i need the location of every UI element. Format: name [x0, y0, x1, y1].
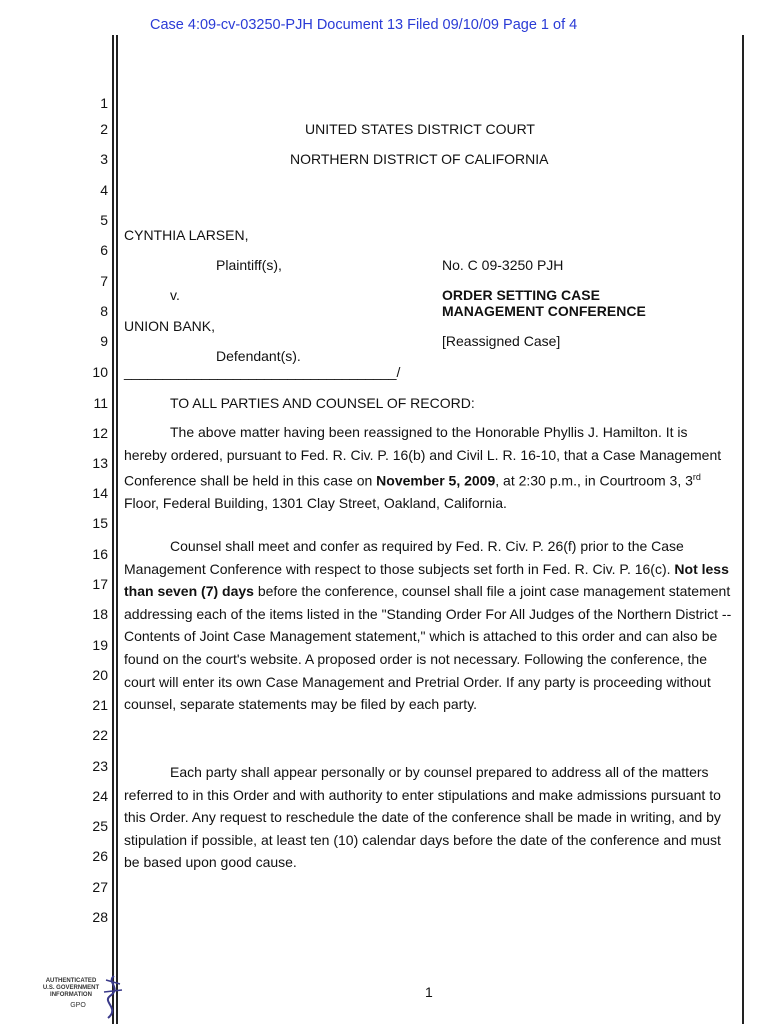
para2-text-b: before the conference, counsel shall file a joint case management statement addressing each of the items listed in the "Standing Order For All Judges of the Northern District -- Contents of Joint Case Management statement," which is attached to this order and can also be found on the court's website. A proposed order is not necessary. Following the conference, the court will enter its own Case Management and Pretrial Order. If any party is proceeding without counsel, separate statements may be filed by each party. [124, 583, 732, 713]
seal-line-4: GPO [70, 1002, 86, 1009]
gpo-eagle-icon [100, 974, 128, 1020]
line-number: 7 [100, 273, 108, 289]
line-number: 25 [92, 818, 108, 834]
deadline-bold: Not less than seven (7) days [124, 560, 729, 600]
paragraph-appearance [124, 761, 734, 874]
para3-text: Each party shall appear personally or by counsel prepared to address all of the matters referred to in this Order and with authority to enter stipulations and make admissions pursuant to this Order. Any request to reschedule the date of the conference shall be made in writing, and by stipulation if possible, at least ten (10) calendar days before the date of the conference and must be based upon good cause. [124, 764, 721, 871]
line-number: 22 [92, 727, 108, 743]
line-number: 19 [92, 637, 108, 653]
order-title-line1: ORDER SETTING CASE [442, 287, 600, 303]
page-number: 1 [425, 984, 433, 1000]
line-number: 5 [100, 212, 108, 228]
line-number: 3 [100, 151, 108, 167]
line-number: 13 [92, 455, 108, 471]
line-number: 20 [92, 667, 108, 683]
seal-line-1: AUTHENTICATED [45, 978, 97, 984]
seal-line-2: U.S. GOVERNMENT [42, 985, 100, 991]
reassigned-note: [Reassigned Case] [442, 333, 561, 349]
ordinal-suffix: rd [692, 472, 701, 483]
line-number: 11 [93, 395, 108, 411]
para2-text-a: Counsel shall meet and confer as required by Fed. R. Civ. P. 26(f) prior to the Case Management Conference with respect to those subjects set forth in Fed. R. Civ. P. 16(c). [124, 538, 684, 577]
right-margin-rule [742, 35, 744, 1024]
seal-line-3: INFORMATION [50, 992, 92, 998]
defendant-name: UNION BANK, [124, 318, 216, 334]
line-number: 16 [92, 546, 108, 562]
line-number: 8 [100, 303, 108, 319]
line-number: 15 [92, 515, 108, 531]
line-number: 6 [100, 242, 108, 258]
left-margin-rule [112, 35, 114, 1024]
court-district: NORTHERN DISTRICT OF CALIFORNIA [290, 151, 549, 167]
paragraph-meet-confer [124, 535, 734, 716]
line-number: 18 [92, 606, 108, 622]
case-number: No. C 09-3250 PJH [442, 257, 564, 273]
para1-text-b: , at 2:30 p.m., in Courtroom 3, 3 [495, 472, 693, 489]
left-margin-rule-inner [116, 35, 118, 1024]
line-number: 28 [92, 909, 108, 925]
line-number: 12 [92, 425, 108, 441]
line-number: 27 [92, 879, 108, 895]
case-header: Case 4:09-cv-03250-PJH Document 13 Filed 09/10/09 Page 1 of 4 [150, 17, 578, 33]
line-number: 1 [100, 95, 108, 111]
para1-text-a: The above matter having been reassigned to the Honorable Phyllis J. Hamilton. It is hereby ordered, pursuant to Fed. R. Civ. P. 16(b) and Civil L. R. 16-10, that a Case Management Conference shall be held in this case on [124, 424, 722, 489]
line-number: 2 [100, 121, 108, 137]
line-number: 24 [92, 788, 108, 804]
versus: v. [170, 287, 180, 303]
defendant-role: Defendant(s). [216, 348, 301, 364]
line-number: 23 [92, 758, 108, 774]
line-number: 26 [92, 848, 108, 864]
plaintiff-role: Plaintiff(s), [216, 257, 282, 273]
plaintiff-name: CYNTHIA LARSEN, [124, 227, 249, 243]
conference-date: November 5, 2009 [376, 472, 496, 489]
order-title-line2: MANAGEMENT CONFERENCE [442, 303, 646, 319]
court-name: UNITED STATES DISTRICT COURT [305, 121, 535, 137]
line-number: 4 [100, 182, 108, 198]
salutation: TO ALL PARTIES AND COUNSEL OF RECORD: [170, 395, 475, 411]
caption-separator: ___________________________________/ [124, 364, 401, 380]
line-number: 14 [92, 485, 108, 501]
line-number: 21 [92, 697, 108, 713]
gpo-authentication-seal [40, 974, 130, 1022]
paragraph-reassignment [124, 421, 734, 515]
line-number: 17 [92, 576, 108, 592]
line-number: 10 [92, 364, 108, 380]
line-number: 9 [100, 333, 108, 349]
para1-text-c: Floor, Federal Building, 1301 Clay Street, Oakland, California. [124, 495, 507, 512]
